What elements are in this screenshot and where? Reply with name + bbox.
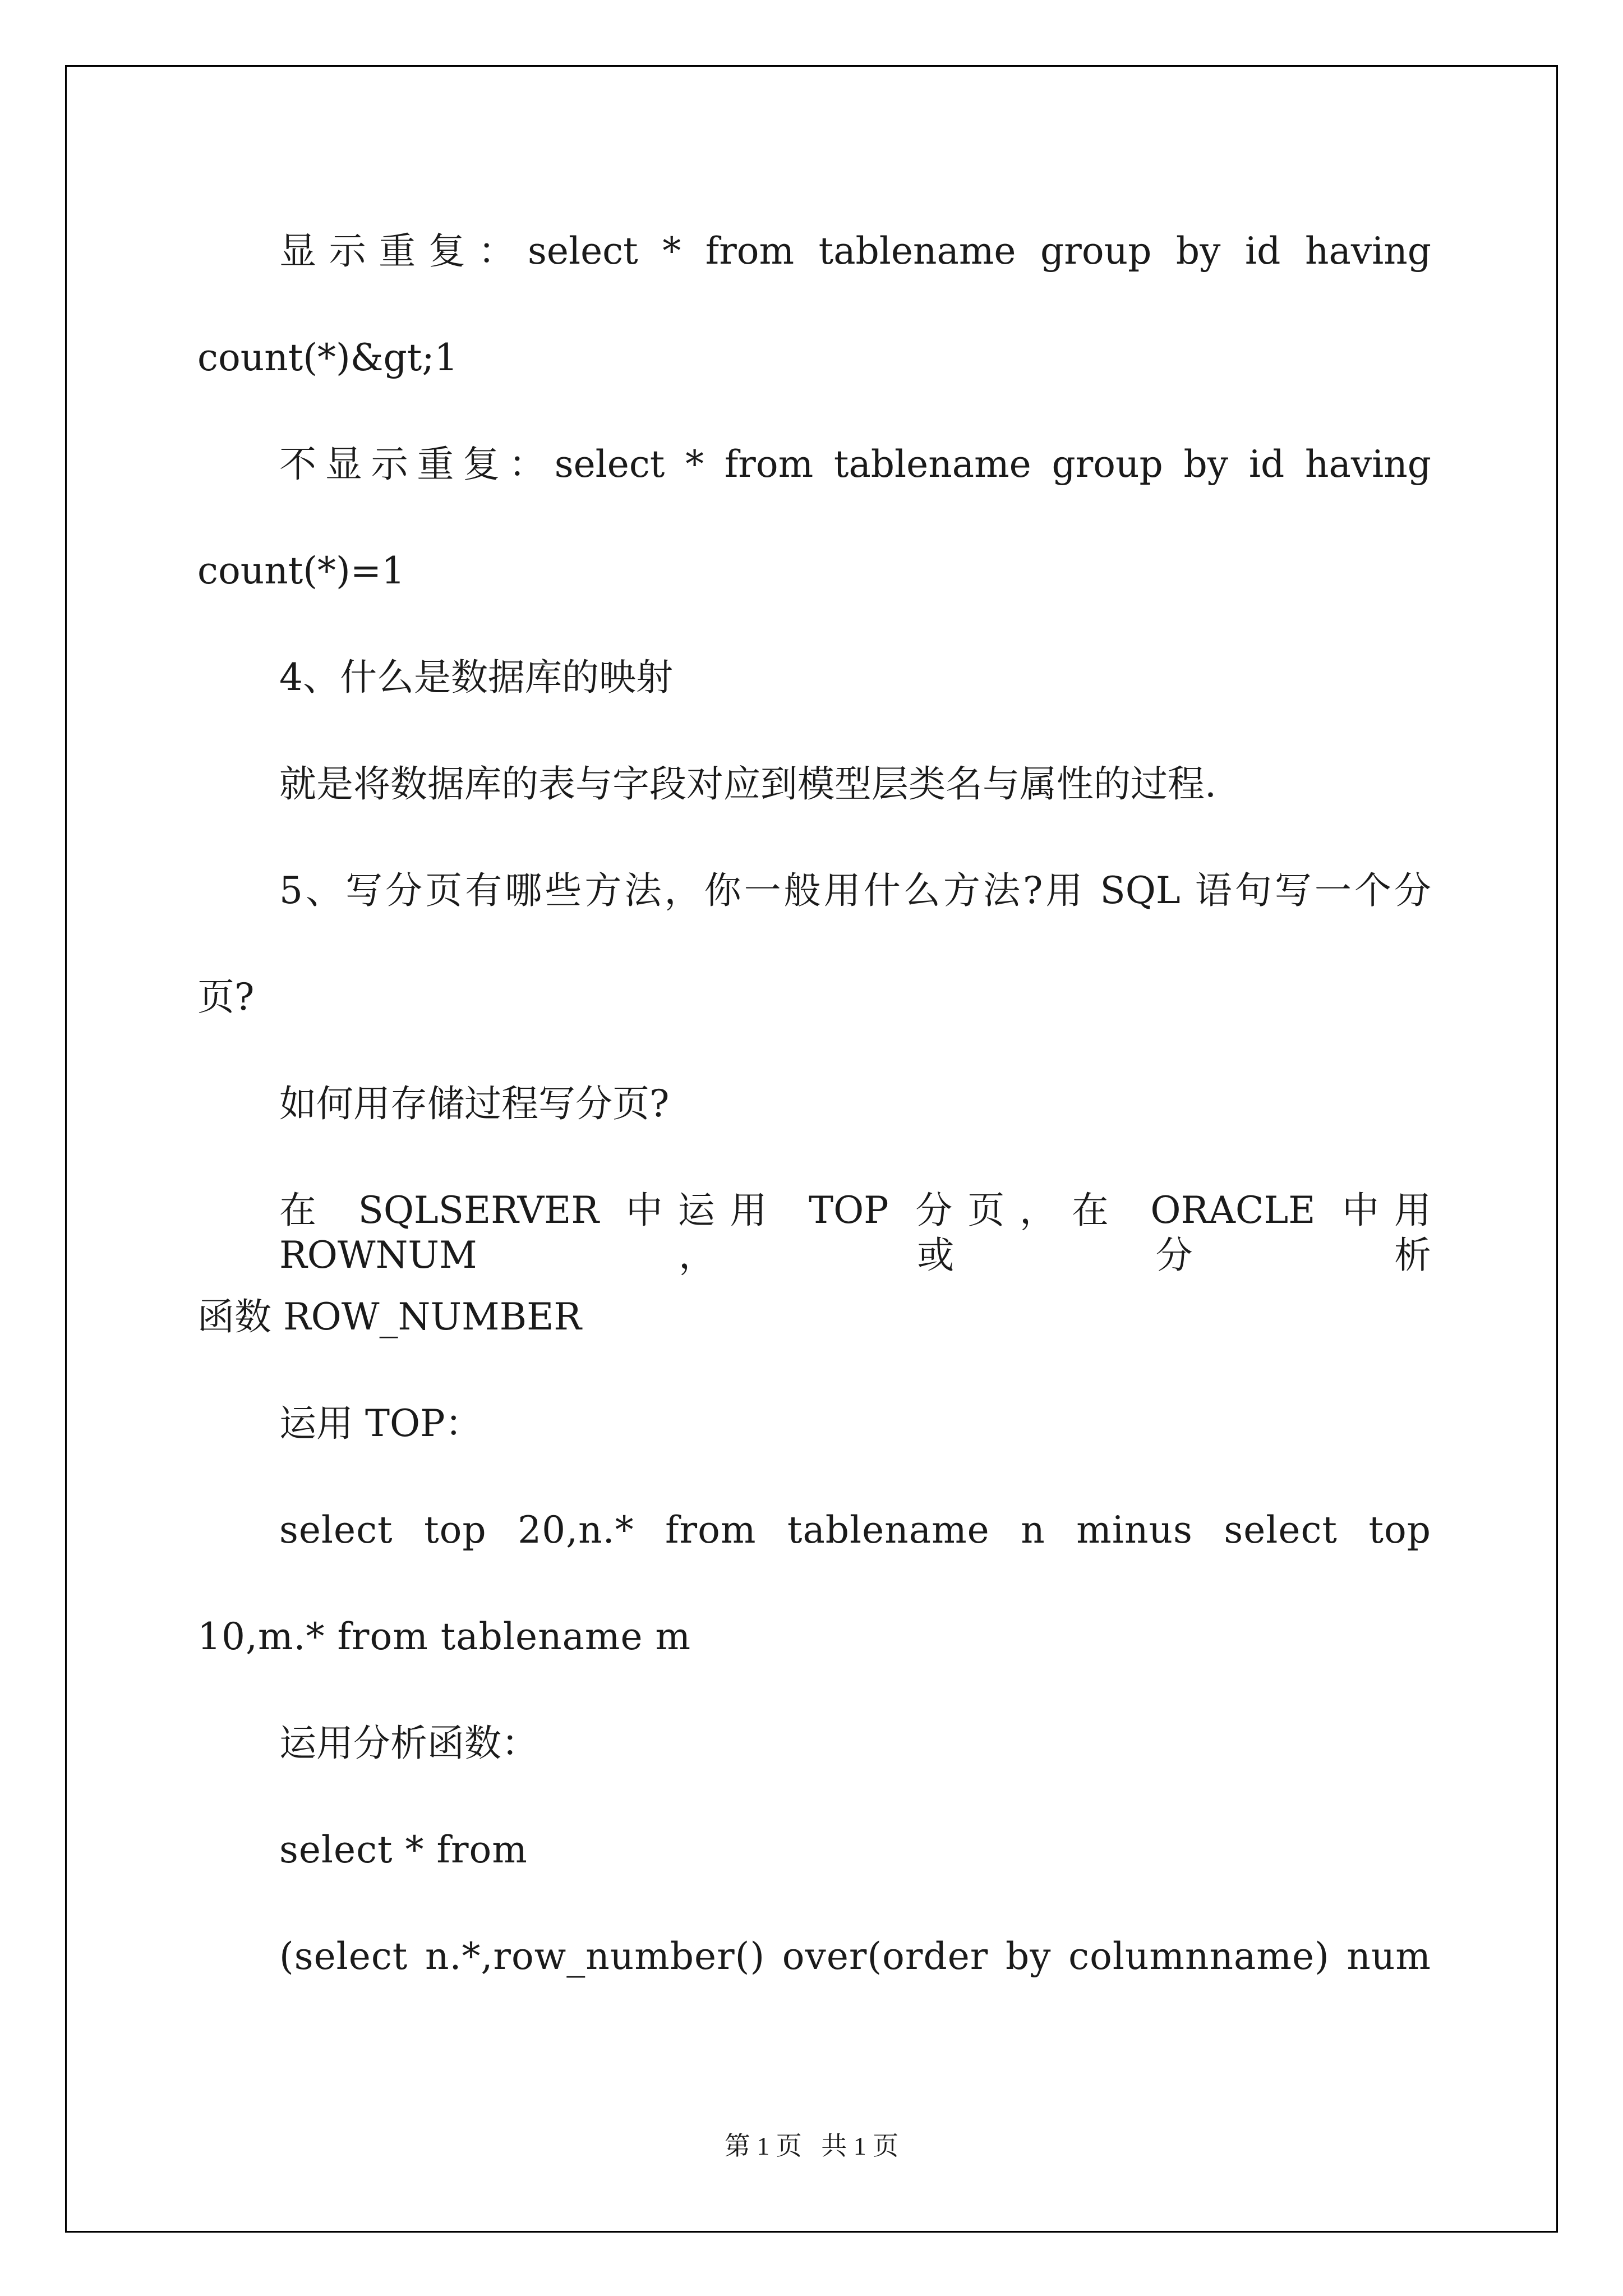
paragraph-line-3: 不显示重复：select * from tablename group by id having <box>279 443 1431 486</box>
paragraph-line-6: 就是将数据库的表与字段对应到模型层类名与属性的过程. <box>279 762 1216 806</box>
paragraph-line-9: 如何用存储过程写分页? <box>279 1082 670 1125</box>
code-line-2: 10,m.* from tablename m <box>197 1615 691 1658</box>
paragraph-line-12: 运用 TOP： <box>279 1402 482 1445</box>
page-border <box>65 65 1558 2233</box>
paragraph-line-11: 函数 ROW_NUMBER <box>197 1295 582 1338</box>
question-heading-4: 4、什么是数据库的映射 <box>279 656 673 699</box>
paragraph-line-10: 在 SQLSERVER 中运用 TOP 分页，在 ORACLE 中用 ROWNUM，或分析 <box>279 1189 1431 1277</box>
paragraph-line-2: count(*)&gt;1 <box>197 336 458 379</box>
page-footer: 第 1 页 共 1 页 <box>724 2132 899 2160</box>
question-heading-5: 5、写分页有哪些方法，你一般用什么方法?用 SQL 语句写一个分 <box>279 869 1431 912</box>
paragraph-line-8: 页? <box>197 976 255 1019</box>
code-line-3: select * from <box>279 1828 528 1871</box>
code-line-4: (select n.*,row_number() over(order by columnname) num <box>279 1935 1431 1978</box>
paragraph-line-15: 运用分析函数： <box>279 1722 538 1765</box>
paragraph-line-4: count(*)=1 <box>197 549 405 592</box>
code-line-1: select top 20,n.* from tablename n minus select top <box>279 1508 1431 1552</box>
paragraph-line-1: 显示重复：select * from tablename group by id having <box>279 229 1431 273</box>
